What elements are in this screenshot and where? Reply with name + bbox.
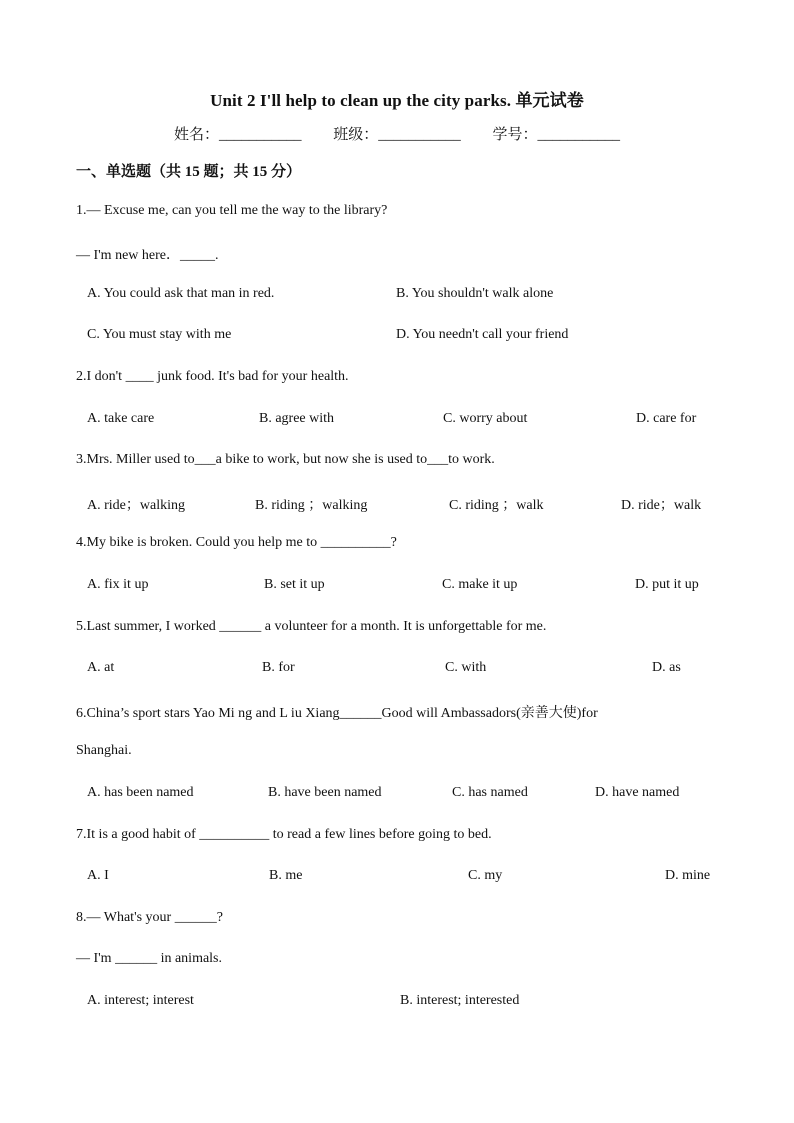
question-6-line-1: 6.China’s sport stars Yao Mi ng and L iu Xiang______Good will Ambassadors(亲善大使)for	[76, 706, 598, 721]
question-8-option-a[interactable]: A. interest; interest	[87, 993, 194, 1008]
name-field[interactable]: 姓名：___________	[173, 127, 302, 143]
class-field[interactable]: 班级：___________	[333, 127, 461, 143]
question-5-option-a[interactable]: A. at	[87, 660, 115, 675]
question-1-line-1: 1.— Excuse me, can you tell me the way to the library?	[76, 203, 388, 218]
question-4-line-1: 4.My bike is broken. Could you help me to __________?	[76, 535, 397, 550]
question-5-option-b[interactable]: B. for	[262, 660, 295, 675]
question-5-option-c[interactable]: C. with	[445, 660, 487, 675]
question-1-option-c[interactable]: C. You must stay with me	[87, 327, 232, 342]
question-2-option-d[interactable]: D. care for	[636, 411, 697, 426]
question-7-option-b[interactable]: B. me	[269, 868, 303, 883]
question-1-line-2: — I'm new here．_____.	[76, 248, 219, 263]
question-3-option-b[interactable]: B. riding ；walking	[255, 498, 368, 513]
section-heading: 一、单选题（共 15 题；共 15 分）	[76, 164, 302, 180]
question-4-option-d[interactable]: D. put it up	[635, 577, 699, 592]
page-title: Unit 2 I'll help to clean up the city parks. 单元试卷	[210, 91, 584, 110]
question-2-option-a[interactable]: A. take care	[87, 411, 155, 426]
question-7-option-a[interactable]: A. I	[87, 868, 109, 883]
question-7-option-c[interactable]: C. my	[468, 868, 503, 883]
question-4-option-a[interactable]: A. fix it up	[87, 577, 149, 592]
question-5-option-d[interactable]: D. as	[652, 660, 681, 675]
question-5-line-1: 5.Last summer, I worked ______ a volunteer for a month. It is unforgettable for me.	[76, 619, 547, 634]
question-1-option-a[interactable]: A. You could ask that man in red.	[87, 286, 275, 301]
question-1-option-b[interactable]: B. You shouldn't walk alone	[396, 286, 554, 301]
question-6-option-b[interactable]: B. have been named	[268, 785, 382, 800]
question-4-option-c[interactable]: C. make it up	[442, 577, 518, 592]
student-info-row	[0, 123, 794, 144]
question-3-option-a[interactable]: A. ride；walking	[87, 498, 185, 513]
question-8-line-1: 8.— What's your ______?	[76, 910, 223, 925]
question-1-option-d[interactable]: D. You needn't call your friend	[396, 327, 569, 342]
question-3-option-c[interactable]: C. riding ；walk	[449, 498, 544, 513]
question-3-option-d[interactable]: D. ride；walk	[621, 498, 702, 513]
question-7-option-d[interactable]: D. mine	[665, 868, 711, 883]
question-4-option-b[interactable]: B. set it up	[264, 577, 325, 592]
question-8-option-b[interactable]: B. interest; interested	[400, 993, 520, 1008]
question-2-line-1: 2.I don't ____ junk food. It's bad for your health.	[76, 369, 349, 384]
question-6-option-d[interactable]: D. have named	[595, 785, 680, 800]
question-6-line-2: Shanghai.	[76, 743, 132, 758]
question-3-line-1: 3.Mrs. Miller used to___a bike to work, but now she is used to___to work.	[76, 452, 495, 467]
question-2-option-b[interactable]: B. agree with	[259, 411, 335, 426]
question-2-option-c[interactable]: C. worry about	[443, 411, 528, 426]
question-7-line-1: 7.It is a good habit of __________ to read a few lines before going to bed.	[76, 827, 492, 842]
question-8-line-2: — I'm ______ in animals.	[76, 951, 223, 966]
student-id-field[interactable]: 学号：___________	[492, 127, 621, 143]
question-6-option-c[interactable]: C. has named	[452, 785, 528, 800]
question-6-option-a[interactable]: A. has been named	[87, 785, 194, 800]
